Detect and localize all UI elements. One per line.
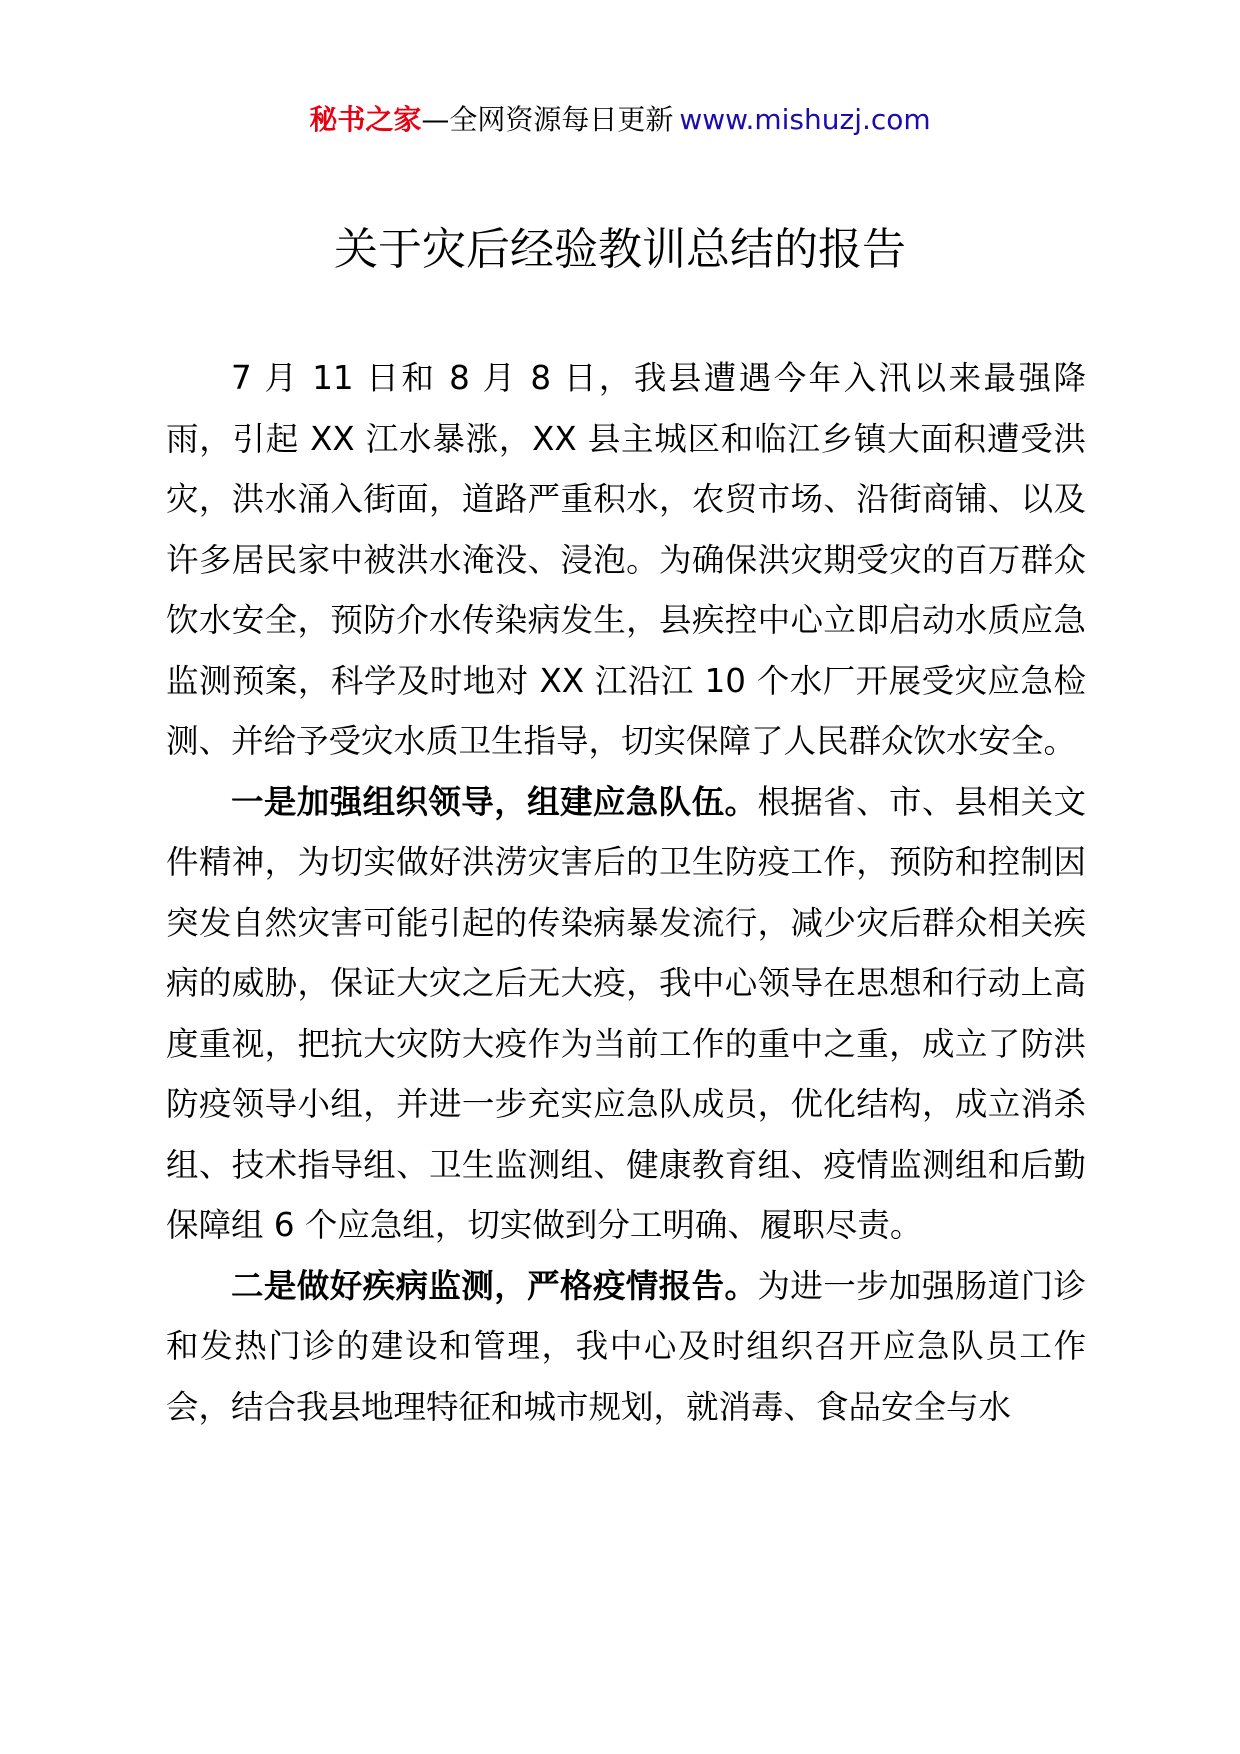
paragraph	[166, 348, 1086, 772]
document-body	[166, 348, 1086, 1437]
site-brand: 秘书之家	[309, 103, 422, 136]
site-url-link[interactable]: www.mishuzj.com	[679, 103, 931, 136]
paragraph-text: 为进一步加强肠道门诊和发热门诊的建设和管理，我中心及时组织召开应急队员工作会，结合我县地理特征和城市规划，就消毒、食品安全与水	[166, 1266, 1086, 1426]
paragraph-text: 7 月 11 日和 8 月 8 日，我县遭遇今年入汛以来最强降雨，引起 XX 江水暴涨，XX 县主城区和临江乡镇大面积遭受洪灾，洪水涌入街面，道路严重积水，农贸市场、沿街商铺、以及许多居民家中被洪水淹没、浸泡。为确保洪灾期受灾的百万群众饮水安全，预防介水传染病发生，县疾控中心立即启动水质应急监测预案，科学及时地对 XX 江沿江 10 个水厂开展受灾应急检测、并给予受灾水质卫生指导，切实保障了人民群众饮水安全。	[166, 359, 1086, 760]
site-tagline: —全网资源每日更新	[421, 103, 674, 136]
paragraph	[166, 1256, 1086, 1438]
site-header	[0, 100, 1240, 140]
paragraph-text: 根据省、市、县相关文件精神，为切实做好洪涝灾害后的卫生防疫工作，预防和控制因突发自然灾害可能引起的传染病暴发流行，减少灾后群众相关疾病的威胁，保证大灾之后无大疫，我中心领导在思想和行动上高度重视，把抗大灾防大疫作为当前工作的重中之重，成立了防洪防疫领导小组，并进一步充实应急队成员，优化结构，成立消杀组、技术指导组、卫生监测组、健康教育组、疫情监测组和后勤保障组 6 个应急组，切实做到分工明确、履职尽责。	[166, 782, 1086, 1244]
paragraph-lead: 一是加强组织领导，组建应急队伍。	[231, 782, 758, 821]
paragraph-lead: 二是做好疾病监测，严格疫情报告。	[231, 1266, 758, 1305]
paragraph	[166, 772, 1086, 1256]
document-title: 关于灾后经验教训总结的报告	[334, 224, 906, 275]
